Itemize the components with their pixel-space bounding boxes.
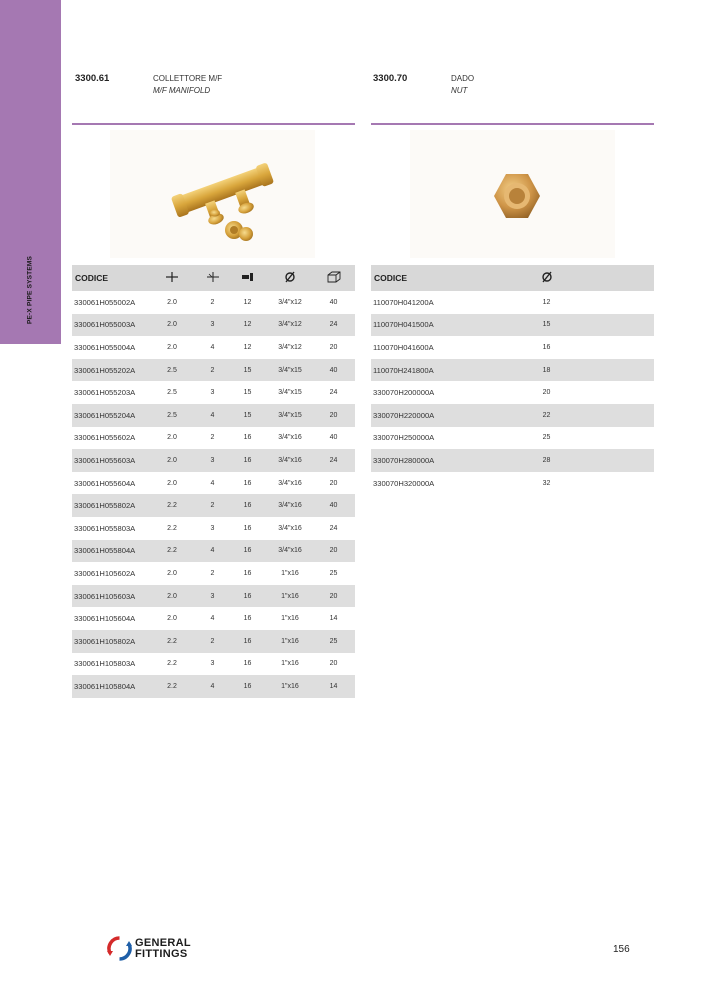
spacer-cell bbox=[622, 381, 654, 404]
spec-cell: 16 bbox=[227, 585, 268, 608]
spec-cell: 16 bbox=[243, 569, 252, 577]
product-code-cell: 330061H105802A bbox=[72, 630, 146, 653]
table-row bbox=[371, 336, 654, 359]
spec-cell: 2.0 bbox=[167, 569, 177, 577]
spec-cell: 4 bbox=[210, 615, 215, 623]
spec-cell: 3/4"x16 bbox=[268, 449, 312, 472]
spec-cell: 3 bbox=[198, 449, 227, 472]
side-tab-label: PE-X PIPE SYSTEMS bbox=[26, 255, 34, 325]
spec-cell: 16 bbox=[542, 343, 551, 351]
spec-cell: 16 bbox=[243, 524, 252, 532]
spec-cell: 4 bbox=[198, 404, 227, 427]
spec-cell: 15 bbox=[471, 314, 622, 337]
spec-cell: 2.2 bbox=[146, 494, 198, 517]
spec-cell: 3/4"x16 bbox=[278, 524, 302, 532]
spec-cell: 24 bbox=[312, 449, 355, 472]
logo-line-1: GENERAL bbox=[135, 936, 191, 949]
spec-cell: 2.0 bbox=[146, 314, 198, 337]
product-header-nut bbox=[373, 73, 474, 97]
table-row bbox=[72, 653, 355, 676]
spec-cell: 3/4"x16 bbox=[268, 540, 312, 563]
manifold-table bbox=[72, 265, 355, 698]
spec-cell: 2 bbox=[198, 630, 227, 653]
table-row bbox=[72, 291, 355, 314]
product-code: 3300.70 bbox=[373, 73, 408, 84]
table-row bbox=[72, 359, 355, 382]
spec-cell: 2.0 bbox=[167, 479, 177, 487]
spec-cell: 18 bbox=[471, 359, 622, 382]
table-row bbox=[72, 607, 355, 630]
product-code-cell: 330061H055603A bbox=[72, 449, 146, 472]
spec-cell: 3/4"x12 bbox=[278, 343, 302, 351]
spec-cell: 14 bbox=[312, 675, 355, 698]
spec-cell: 1"x16 bbox=[268, 585, 312, 608]
outlets-angle-icon bbox=[198, 265, 227, 291]
spacer-cell bbox=[622, 472, 654, 495]
spec-cell: 16 bbox=[243, 479, 252, 487]
spec-cell: 12 bbox=[243, 343, 252, 351]
spec-cell: 20 bbox=[312, 404, 355, 427]
spec-cell: 25 bbox=[312, 630, 355, 653]
product-code-cell: 330061H055804A bbox=[72, 540, 146, 563]
spec-cell: 3/4"x15 bbox=[268, 359, 312, 382]
manifold-photo bbox=[110, 130, 315, 258]
product-code-cell: 330070H250000A bbox=[373, 433, 435, 443]
spec-cell: 2.5 bbox=[146, 359, 198, 382]
spec-cell: 2.0 bbox=[146, 585, 198, 608]
spec-cell: 1"x16 bbox=[268, 675, 312, 698]
spec-cell: 28 bbox=[471, 449, 622, 472]
spec-cell: 20 bbox=[312, 585, 355, 608]
table-header-row bbox=[72, 265, 355, 291]
product-names bbox=[153, 73, 222, 97]
header-spacer bbox=[622, 265, 654, 291]
spec-cell: 2.2 bbox=[146, 675, 198, 698]
table-row bbox=[72, 381, 355, 404]
table-row bbox=[72, 472, 355, 495]
spec-cell: 2.0 bbox=[167, 615, 177, 623]
product-code-cell: 330070H200000A bbox=[373, 388, 435, 398]
spec-cell: 14 bbox=[329, 615, 338, 623]
spec-cell: 2.2 bbox=[146, 630, 198, 653]
spec-cell: 2.0 bbox=[167, 434, 177, 442]
spec-cell: 32 bbox=[542, 479, 551, 487]
package-icon bbox=[312, 265, 355, 291]
spec-cell: 2.5 bbox=[167, 389, 177, 397]
spec-cell: 15 bbox=[227, 404, 268, 427]
spec-cell: 40 bbox=[329, 434, 338, 442]
diameter-icon bbox=[268, 265, 312, 291]
spec-cell: 12 bbox=[243, 298, 252, 306]
spec-cell: 2.0 bbox=[167, 298, 177, 306]
spec-cell: 3/4"x12 bbox=[268, 314, 312, 337]
spec-cell: 16 bbox=[227, 675, 268, 698]
spec-cell: 2.2 bbox=[146, 540, 198, 563]
table-row bbox=[72, 562, 355, 585]
product-code-cell: 330061H055602A bbox=[74, 433, 136, 443]
section-divider bbox=[371, 123, 654, 125]
table-row bbox=[371, 472, 654, 495]
spacer-cell bbox=[622, 404, 654, 427]
brand-logo bbox=[107, 936, 191, 961]
spec-cell: 16 bbox=[227, 449, 268, 472]
spec-cell: 15 bbox=[227, 359, 268, 382]
table-row bbox=[72, 585, 355, 608]
spec-cell: 16 bbox=[227, 630, 268, 653]
product-code-cell: 330061H055604A bbox=[74, 478, 136, 488]
spec-cell: 12 bbox=[227, 314, 268, 337]
spec-cell: 1"x16 bbox=[281, 569, 299, 577]
table-row bbox=[371, 314, 654, 337]
product-code-cell: 330061H055004A bbox=[74, 342, 136, 352]
spec-cell: 1"x16 bbox=[268, 630, 312, 653]
spec-cell: 16 bbox=[243, 615, 252, 623]
spec-cell: 20 bbox=[329, 343, 338, 351]
spec-cell: 1"x16 bbox=[281, 660, 299, 668]
product-code-cell: 330061H055002A bbox=[74, 297, 136, 307]
spec-cell: 2.2 bbox=[167, 524, 177, 532]
table-row bbox=[72, 449, 355, 472]
logo-line-2: FITTINGS bbox=[135, 947, 188, 960]
table-row bbox=[72, 336, 355, 359]
table-row bbox=[72, 404, 355, 427]
spec-cell: 40 bbox=[312, 494, 355, 517]
product-name-it: COLLETTORE M/F bbox=[153, 74, 223, 83]
spec-cell: 3 bbox=[198, 314, 227, 337]
product-name-it: DADO bbox=[451, 74, 475, 83]
spec-cell: 24 bbox=[329, 524, 338, 532]
product-code-cell: 330061H105804A bbox=[72, 675, 146, 698]
table-row bbox=[72, 427, 355, 450]
product-names bbox=[451, 73, 474, 97]
spacer-cell bbox=[622, 336, 654, 359]
product-code-cell: 330061H055204A bbox=[72, 404, 146, 427]
product-name-en: NUT bbox=[451, 86, 468, 95]
spec-cell: 2 bbox=[210, 298, 215, 306]
spec-cell: 3/4"x16 bbox=[268, 494, 312, 517]
spec-cell: 22 bbox=[471, 404, 622, 427]
table-row bbox=[371, 359, 654, 382]
spec-cell: 4 bbox=[210, 479, 215, 487]
product-code-cell: 330061H055203A bbox=[74, 388, 136, 398]
spec-cell: 15 bbox=[243, 389, 252, 397]
spec-cell: 2 bbox=[210, 434, 215, 442]
product-code-cell: 110070H041500A bbox=[371, 314, 471, 337]
spec-cell: 20 bbox=[542, 389, 551, 397]
product-code-cell: 330061H055003A bbox=[72, 314, 146, 337]
spec-cell: 3/4"x16 bbox=[278, 479, 302, 487]
spec-cell: 3 bbox=[210, 660, 215, 668]
spec-cell: 16 bbox=[227, 540, 268, 563]
logo-mark-icon bbox=[107, 936, 132, 961]
spec-cell: 20 bbox=[312, 540, 355, 563]
product-code-cell: 110070H041600A bbox=[373, 342, 434, 352]
page-number: 156 bbox=[613, 944, 630, 955]
spec-cell: 2.0 bbox=[146, 449, 198, 472]
spec-cell: 3/4"x16 bbox=[278, 434, 302, 442]
nut-photo bbox=[410, 130, 615, 258]
spec-cell: 40 bbox=[312, 359, 355, 382]
table-row bbox=[72, 675, 355, 698]
spec-cell: 16 bbox=[243, 434, 252, 442]
spec-cell: 3/4"x12 bbox=[278, 298, 302, 306]
spec-cell: 2 bbox=[210, 569, 215, 577]
table-row bbox=[371, 427, 654, 450]
spec-cell: 25 bbox=[329, 569, 338, 577]
spec-cell: 2.5 bbox=[146, 404, 198, 427]
spec-cell: 20 bbox=[329, 479, 338, 487]
product-name-en: M/F MANIFOLD bbox=[153, 86, 211, 95]
table-row bbox=[72, 630, 355, 653]
diameter-icon bbox=[471, 265, 622, 291]
spacer-cell bbox=[622, 291, 654, 314]
spec-cell: 1"x16 bbox=[281, 615, 299, 623]
product-code-cell: 330061H105602A bbox=[74, 568, 136, 578]
spec-cell: 2 bbox=[198, 359, 227, 382]
product-header-manifold bbox=[75, 73, 222, 97]
spacer-cell bbox=[622, 449, 654, 472]
table-row bbox=[72, 540, 355, 563]
product-code-cell: 110070H041200A bbox=[373, 297, 434, 307]
spec-cell: 3 bbox=[210, 524, 215, 532]
product-code-cell: 330061H055802A bbox=[72, 494, 146, 517]
table-row bbox=[371, 291, 654, 314]
product-code-cell: 330061H105603A bbox=[72, 585, 146, 608]
logo-text bbox=[135, 938, 191, 960]
table-header-row bbox=[371, 265, 654, 291]
spec-cell: 16 bbox=[243, 660, 252, 668]
spec-cell: 3 bbox=[198, 585, 227, 608]
table-row bbox=[371, 381, 654, 404]
spec-cell: 3/4"x15 bbox=[268, 404, 312, 427]
table-row bbox=[72, 517, 355, 540]
side-tab bbox=[0, 0, 61, 344]
spacer-cell bbox=[622, 359, 654, 382]
spec-cell: 24 bbox=[329, 389, 338, 397]
spec-cell: 2 bbox=[198, 494, 227, 517]
product-code-cell: 330061H055803A bbox=[74, 523, 136, 533]
spacer-cell bbox=[622, 427, 654, 450]
spec-cell: 4 bbox=[210, 343, 215, 351]
spec-cell: 2.0 bbox=[167, 343, 177, 351]
spec-cell: 4 bbox=[198, 675, 227, 698]
column-header-code: CODICE bbox=[72, 265, 146, 291]
outlets-icon bbox=[146, 265, 198, 291]
spec-cell: 25 bbox=[542, 434, 551, 442]
spec-cell: 3/4"x15 bbox=[278, 389, 302, 397]
product-code-cell: 330070H280000A bbox=[371, 449, 471, 472]
table-row bbox=[72, 494, 355, 517]
product-code-cell: 330061H105803A bbox=[74, 659, 136, 669]
spec-cell: 2.2 bbox=[167, 660, 177, 668]
spec-cell: 24 bbox=[312, 314, 355, 337]
product-code-cell: 330061H105604A bbox=[74, 614, 136, 624]
product-code-cell: 330070H220000A bbox=[371, 404, 471, 427]
spec-cell: 12 bbox=[542, 298, 551, 306]
column-header-code: CODICE bbox=[371, 265, 471, 291]
nut-table bbox=[371, 265, 654, 494]
product-code-cell: 330061H055202A bbox=[72, 359, 146, 382]
spec-cell: 16 bbox=[227, 494, 268, 517]
table-row bbox=[72, 314, 355, 337]
product-code-cell: 110070H241800A bbox=[371, 359, 471, 382]
connection-icon bbox=[227, 265, 268, 291]
spec-cell: 40 bbox=[329, 298, 338, 306]
spacer-cell bbox=[622, 314, 654, 337]
spec-cell: 20 bbox=[329, 660, 338, 668]
table-row bbox=[371, 404, 654, 427]
section-divider bbox=[72, 123, 355, 125]
spec-cell: 4 bbox=[198, 540, 227, 563]
table-row bbox=[371, 449, 654, 472]
product-code: 3300.61 bbox=[75, 73, 110, 84]
product-code-cell: 330070H320000A bbox=[373, 478, 435, 488]
spec-cell: 3 bbox=[210, 389, 215, 397]
